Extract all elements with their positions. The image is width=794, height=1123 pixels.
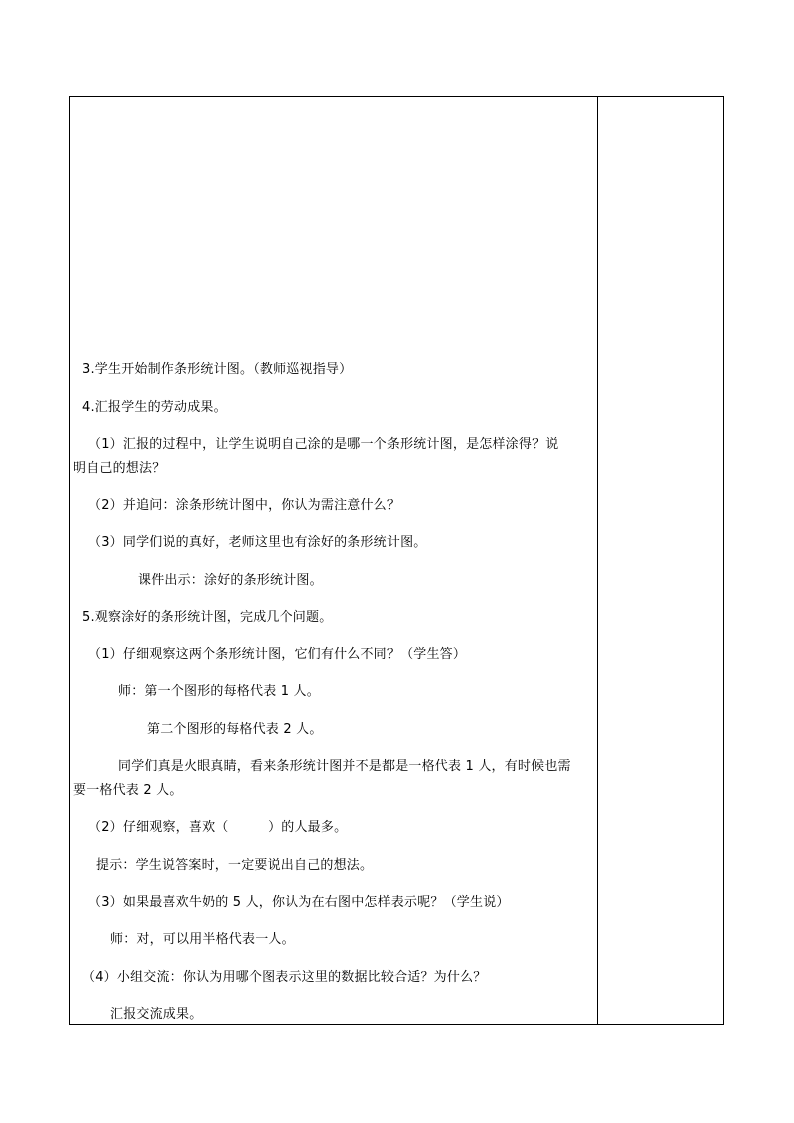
step-4-item-1-continued: 明自己的想法？ bbox=[73, 461, 166, 476]
step-3-line: 3.学生开始制作条形统计图。（教师巡视指导） bbox=[82, 362, 353, 377]
step-4-item-3-line: （3）同学们说的真好，老师这里也有涂好的条形统计图。 bbox=[88, 535, 427, 550]
report-results-line: 汇报交流成果。 bbox=[110, 1007, 203, 1022]
step-5-item-2-line: （2）仔细观察，喜欢（ ）的人最多。 bbox=[88, 820, 348, 835]
courseware-display-line: 课件出示：涂好的条形统计图。 bbox=[138, 573, 323, 588]
praise-line-continued: 要一格代表 2 人。 bbox=[73, 783, 183, 798]
lesson-table bbox=[69, 96, 724, 1025]
step-4-line: 4.汇报学生的劳动成果。 bbox=[82, 400, 227, 415]
step-5-item-3-line: （3）如果最喜欢牛奶的 5 人，你认为在右图中怎样表示呢？（学生说） bbox=[88, 895, 510, 910]
lesson-content-cell bbox=[70, 97, 597, 1024]
step-5-line: 5.观察涂好的条形统计图，完成几个问题。 bbox=[82, 610, 333, 625]
step-4-item-1-line: （1）汇报的过程中，让学生说明自己涂的是哪一个条形统计图，是怎样涂得？说 bbox=[88, 437, 559, 452]
notes-cell bbox=[598, 97, 723, 1024]
teacher-second-chart-line: 第二个图形的每格代表 2 人。 bbox=[147, 722, 323, 737]
step-4-item-2-line: （2）并追问：涂条形统计图中，你认为需注意什么？ bbox=[88, 498, 401, 513]
hint-line: 提示：学生说答案时，一定要说出自己的想法。 bbox=[96, 858, 374, 873]
step-5-item-4-line: （4）小组交流：你认为用哪个图表示这里的数据比较合适？为什么？ bbox=[82, 970, 487, 985]
step-5-item-1-line: （1）仔细观察这两个条形统计图，它们有什么不同？（学生答） bbox=[88, 647, 467, 662]
praise-line: 同学们真是火眼真睛，看来条形统计图并不是都是一格代表 1 人，有时候也需 bbox=[118, 759, 571, 774]
teacher-first-chart-line: 师：第一个图形的每格代表 1 人。 bbox=[118, 684, 320, 699]
teacher-half-cell-line: 师：对，可以用半格代表一人。 bbox=[110, 932, 295, 947]
